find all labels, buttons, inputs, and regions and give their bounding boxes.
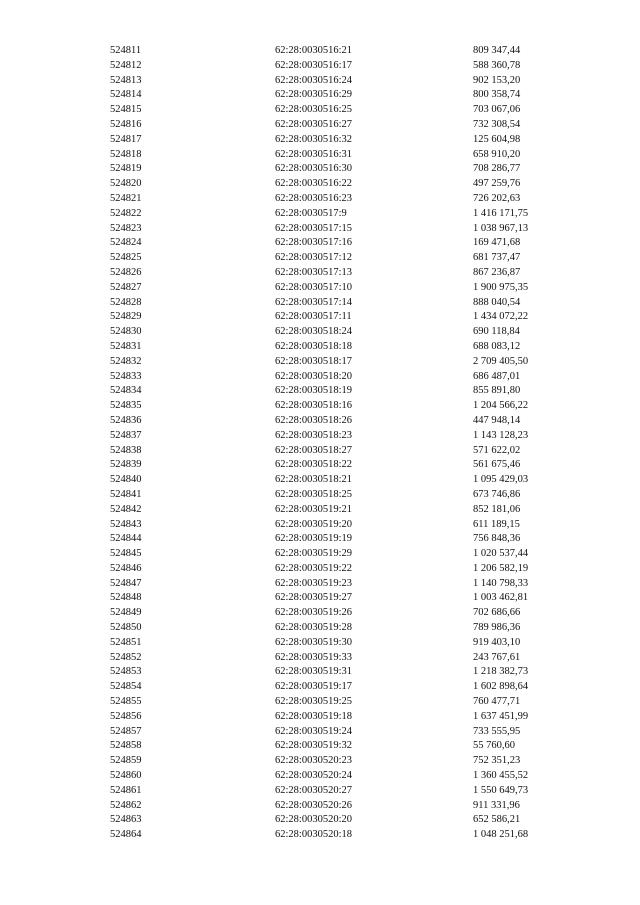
cadastral-number: 62:28:0030517:13 bbox=[275, 266, 353, 278]
row-number: 524829 bbox=[110, 311, 142, 323]
cadastral-value: 611 189,15 bbox=[473, 518, 520, 530]
cadastral-value: 756 848,36 bbox=[473, 533, 521, 545]
table-row bbox=[110, 577, 593, 592]
cadastral-value: 658 910,20 bbox=[473, 148, 521, 160]
table-row bbox=[110, 310, 593, 325]
cadastral-number: 62:28:0030516:31 bbox=[275, 148, 353, 160]
row-number: 524858 bbox=[110, 740, 142, 752]
table-row bbox=[110, 828, 593, 843]
cadastral-number: 62:28:0030519:24 bbox=[275, 725, 353, 737]
cadastral-number: 62:28:0030518:25 bbox=[275, 488, 353, 500]
cadastral-value: 852 181,06 bbox=[473, 503, 521, 515]
cadastral-number: 62:28:0030518:24 bbox=[275, 326, 353, 338]
table-row bbox=[110, 503, 593, 518]
row-number: 524860 bbox=[110, 770, 142, 782]
cadastral-value: 800 358,74 bbox=[473, 89, 521, 101]
table-row bbox=[110, 74, 593, 89]
cadastral-number: 62:28:0030517:10 bbox=[275, 281, 353, 293]
cadastral-number: 62:28:0030520:27 bbox=[275, 784, 353, 796]
row-number: 524852 bbox=[110, 651, 142, 663]
cadastral-value: 703 067,06 bbox=[473, 104, 521, 116]
cadastral-number: 62:28:0030516:32 bbox=[275, 133, 353, 145]
cadastral-value: 1 038 967,13 bbox=[473, 222, 529, 234]
cadastral-value: 1 434 072,22 bbox=[473, 311, 529, 323]
cadastral-value: 497 259,76 bbox=[473, 178, 521, 190]
table-row bbox=[110, 296, 593, 311]
table-row bbox=[110, 651, 593, 666]
cadastral-number: 62:28:0030517:14 bbox=[275, 296, 353, 308]
cadastral-value: 588 360,78 bbox=[473, 59, 521, 71]
table-row bbox=[110, 162, 593, 177]
cadastral-number: 62:28:0030519:22 bbox=[275, 562, 353, 574]
table-row bbox=[110, 59, 593, 74]
row-number: 524835 bbox=[110, 400, 142, 412]
table-row bbox=[110, 251, 593, 266]
cadastral-value: 1 900 975,35 bbox=[473, 281, 529, 293]
table-row bbox=[110, 414, 593, 429]
row-number: 524864 bbox=[110, 829, 142, 841]
cadastral-value: 752 351,23 bbox=[473, 755, 521, 767]
table-row bbox=[110, 133, 593, 148]
row-number: 524817 bbox=[110, 133, 142, 145]
cadastral-number: 62:28:0030519:23 bbox=[275, 577, 353, 589]
cadastral-number: 62:28:0030520:18 bbox=[275, 829, 353, 841]
row-number: 524840 bbox=[110, 474, 142, 486]
table-row bbox=[110, 458, 593, 473]
cadastral-value: 1 095 429,03 bbox=[473, 474, 529, 486]
row-number: 524845 bbox=[110, 548, 142, 560]
cadastral-value: 902 153,20 bbox=[473, 74, 521, 86]
row-number: 524821 bbox=[110, 192, 142, 204]
row-number: 524853 bbox=[110, 666, 142, 678]
table-row bbox=[110, 325, 593, 340]
cadastral-value: 760 477,71 bbox=[473, 696, 521, 708]
cadastral-value: 1 143 128,23 bbox=[473, 429, 529, 441]
cadastral-value: 55 760,60 bbox=[473, 740, 515, 752]
row-number: 524848 bbox=[110, 592, 142, 604]
cadastral-number: 62:28:0030519:21 bbox=[275, 503, 353, 515]
table-row bbox=[110, 177, 593, 192]
cadastral-number: 62:28:0030517:11 bbox=[275, 311, 352, 323]
cadastral-value: 2 709 405,50 bbox=[473, 355, 529, 367]
cadastral-number: 62:28:0030517:9 bbox=[275, 207, 347, 219]
cadastral-value: 673 746,86 bbox=[473, 488, 521, 500]
table-row bbox=[110, 606, 593, 621]
cadastral-number: 62:28:0030518:23 bbox=[275, 429, 353, 441]
cadastral-value: 1 416 171,75 bbox=[473, 207, 529, 219]
cadastral-value: 690 118,84 bbox=[473, 326, 520, 338]
row-number: 524841 bbox=[110, 488, 142, 500]
cadastral-number: 62:28:0030517:12 bbox=[275, 252, 353, 264]
row-number: 524847 bbox=[110, 577, 142, 589]
table-row bbox=[110, 103, 593, 118]
cadastral-number: 62:28:0030519:19 bbox=[275, 533, 353, 545]
cadastral-value: 1 550 649,73 bbox=[473, 784, 529, 796]
row-number: 524820 bbox=[110, 178, 142, 190]
cadastral-value: 1 637 451,99 bbox=[473, 710, 529, 722]
cadastral-value: 1 003 462,81 bbox=[473, 592, 529, 604]
row-number: 524843 bbox=[110, 518, 142, 530]
table-row bbox=[110, 680, 593, 695]
cadastral-number: 62:28:0030519:31 bbox=[275, 666, 353, 678]
row-number: 524838 bbox=[110, 444, 142, 456]
cadastral-value: 1 020 537,44 bbox=[473, 548, 529, 560]
table-row bbox=[110, 784, 593, 799]
cadastral-number: 62:28:0030516:30 bbox=[275, 163, 353, 175]
row-number: 524856 bbox=[110, 710, 142, 722]
cadastral-value: 809 347,44 bbox=[473, 45, 521, 56]
cadastral-number: 62:28:0030520:23 bbox=[275, 755, 353, 767]
cadastral-number: 62:28:0030518:18 bbox=[275, 340, 353, 352]
table-row bbox=[110, 769, 593, 784]
cadastral-value: 919 403,10 bbox=[473, 636, 521, 648]
cadastral-value: 169 471,68 bbox=[473, 237, 521, 249]
row-number: 524825 bbox=[110, 252, 142, 264]
row-number: 524826 bbox=[110, 266, 142, 278]
cadastral-number: 62:28:0030516:25 bbox=[275, 104, 353, 116]
cadastral-value: 243 767,61 bbox=[473, 651, 521, 663]
table-row bbox=[110, 799, 593, 814]
row-number: 524846 bbox=[110, 562, 142, 574]
table-row bbox=[110, 813, 593, 828]
cadastral-value-table bbox=[110, 44, 593, 843]
row-number: 524830 bbox=[110, 326, 142, 338]
cadastral-number: 62:28:0030519:33 bbox=[275, 651, 353, 663]
table-row bbox=[110, 355, 593, 370]
cadastral-number: 62:28:0030518:19 bbox=[275, 385, 353, 397]
row-number: 524827 bbox=[110, 281, 142, 293]
cadastral-number: 62:28:0030519:32 bbox=[275, 740, 353, 752]
cadastral-number: 62:28:0030516:23 bbox=[275, 192, 353, 204]
cadastral-number: 62:28:0030516:24 bbox=[275, 74, 353, 86]
cadastral-number: 62:28:0030516:22 bbox=[275, 178, 353, 190]
cadastral-number: 62:28:0030518:27 bbox=[275, 444, 353, 456]
table-row bbox=[110, 266, 593, 281]
cadastral-value: 561 675,46 bbox=[473, 459, 521, 471]
row-number: 524861 bbox=[110, 784, 142, 796]
cadastral-value: 1 048 251,68 bbox=[473, 829, 529, 841]
cadastral-number: 62:28:0030520:20 bbox=[275, 814, 353, 826]
cadastral-value: 732 308,54 bbox=[473, 118, 521, 130]
cadastral-number: 62:28:0030519:28 bbox=[275, 622, 353, 634]
table-row bbox=[110, 429, 593, 444]
cadastral-value: 702 686,66 bbox=[473, 607, 521, 619]
cadastral-number: 62:28:0030518:21 bbox=[275, 474, 353, 486]
cadastral-value: 708 286,77 bbox=[473, 163, 521, 175]
table-row bbox=[110, 665, 593, 680]
row-number: 524816 bbox=[110, 118, 142, 130]
table-row bbox=[110, 370, 593, 385]
cadastral-value: 1 218 382,73 bbox=[473, 666, 529, 678]
table-row bbox=[110, 236, 593, 251]
row-number: 524831 bbox=[110, 340, 142, 352]
cadastral-number: 62:28:0030518:16 bbox=[275, 400, 353, 412]
row-number: 524834 bbox=[110, 385, 142, 397]
cadastral-value: 911 331,96 bbox=[473, 799, 520, 811]
cadastral-number: 62:28:0030516:21 bbox=[275, 45, 353, 56]
table-row bbox=[110, 636, 593, 651]
table-row bbox=[110, 725, 593, 740]
cadastral-value: 1 360 455,52 bbox=[473, 770, 529, 782]
row-number: 524811 bbox=[110, 45, 142, 56]
cadastral-value: 571 622,02 bbox=[473, 444, 521, 456]
table-row bbox=[110, 547, 593, 562]
cadastral-number: 62:28:0030516:27 bbox=[275, 118, 353, 130]
table-row bbox=[110, 562, 593, 577]
cadastral-number: 62:28:0030518:22 bbox=[275, 459, 353, 471]
cadastral-value: 447 948,14 bbox=[473, 414, 521, 426]
row-number: 524863 bbox=[110, 814, 142, 826]
cadastral-number: 62:28:0030519:30 bbox=[275, 636, 353, 648]
cadastral-number: 62:28:0030518:26 bbox=[275, 414, 353, 426]
table-row bbox=[110, 340, 593, 355]
cadastral-value: 686 487,01 bbox=[473, 370, 521, 382]
row-number: 524822 bbox=[110, 207, 142, 219]
row-number: 524839 bbox=[110, 459, 142, 471]
cadastral-value: 867 236,87 bbox=[473, 266, 521, 278]
cadastral-number: 62:28:0030519:25 bbox=[275, 696, 353, 708]
table-row bbox=[110, 222, 593, 237]
table-row bbox=[110, 473, 593, 488]
cadastral-number: 62:28:0030520:24 bbox=[275, 770, 353, 782]
table-row bbox=[110, 695, 593, 710]
row-number: 524855 bbox=[110, 696, 142, 708]
table-row bbox=[110, 591, 593, 606]
row-number: 524862 bbox=[110, 799, 142, 811]
row-number: 524859 bbox=[110, 755, 142, 767]
row-number: 524812 bbox=[110, 59, 142, 71]
cadastral-value: 888 040,54 bbox=[473, 296, 521, 308]
table-row bbox=[110, 444, 593, 459]
table-row bbox=[110, 488, 593, 503]
cadastral-value: 1 602 898,64 bbox=[473, 681, 529, 693]
cadastral-value: 1 140 798,33 bbox=[473, 577, 529, 589]
cadastral-value: 125 604,98 bbox=[473, 133, 521, 145]
cadastral-number: 62:28:0030518:17 bbox=[275, 355, 353, 367]
row-number: 524824 bbox=[110, 237, 142, 249]
table-row bbox=[110, 384, 593, 399]
cadastral-number: 62:28:0030519:17 bbox=[275, 681, 353, 693]
cadastral-number: 62:28:0030518:20 bbox=[275, 370, 353, 382]
row-number: 524823 bbox=[110, 222, 142, 234]
cadastral-value: 652 586,21 bbox=[473, 814, 521, 826]
table-body bbox=[110, 44, 593, 843]
cadastral-number: 62:28:0030517:15 bbox=[275, 222, 353, 234]
row-number: 524828 bbox=[110, 296, 142, 308]
row-number: 524813 bbox=[110, 74, 142, 86]
row-number: 524857 bbox=[110, 725, 142, 737]
row-number: 524815 bbox=[110, 104, 142, 116]
table-row bbox=[110, 118, 593, 133]
cadastral-number: 62:28:0030519:26 bbox=[275, 607, 353, 619]
cadastral-number: 62:28:0030520:26 bbox=[275, 799, 353, 811]
table-row bbox=[110, 710, 593, 725]
row-number: 524851 bbox=[110, 636, 142, 648]
table-row bbox=[110, 44, 593, 59]
row-number: 524836 bbox=[110, 414, 142, 426]
row-number: 524849 bbox=[110, 607, 142, 619]
row-number: 524850 bbox=[110, 622, 142, 634]
row-number: 524837 bbox=[110, 429, 142, 441]
table-row bbox=[110, 532, 593, 547]
cadastral-number: 62:28:0030519:20 bbox=[275, 518, 353, 530]
cadastral-number: 62:28:0030519:29 bbox=[275, 548, 353, 560]
table-row bbox=[110, 148, 593, 163]
row-number: 524818 bbox=[110, 148, 142, 160]
table-row bbox=[110, 518, 593, 533]
cadastral-number: 62:28:0030516:29 bbox=[275, 89, 353, 101]
table-row bbox=[110, 207, 593, 222]
cadastral-value: 789 986,36 bbox=[473, 622, 521, 634]
cadastral-number: 62:28:0030519:18 bbox=[275, 710, 353, 722]
row-number: 524814 bbox=[110, 89, 142, 101]
row-number: 524854 bbox=[110, 681, 142, 693]
cadastral-value: 726 202,63 bbox=[473, 192, 521, 204]
row-number: 524832 bbox=[110, 355, 142, 367]
cadastral-number: 62:28:0030517:16 bbox=[275, 237, 353, 249]
cadastral-value: 1 204 566,22 bbox=[473, 400, 529, 412]
cadastral-value: 1 206 582,19 bbox=[473, 562, 529, 574]
table-row bbox=[110, 739, 593, 754]
cadastral-value: 688 083,12 bbox=[473, 340, 521, 352]
row-number: 524819 bbox=[110, 163, 142, 175]
table-row bbox=[110, 399, 593, 414]
table-row bbox=[110, 88, 593, 103]
table-row bbox=[110, 754, 593, 769]
cadastral-value: 855 891,80 bbox=[473, 385, 521, 397]
cadastral-value: 733 555,95 bbox=[473, 725, 521, 737]
row-number: 524842 bbox=[110, 503, 142, 515]
row-number: 524844 bbox=[110, 533, 142, 545]
table-row bbox=[110, 192, 593, 207]
cadastral-number: 62:28:0030519:27 bbox=[275, 592, 353, 604]
cadastral-value: 681 737,47 bbox=[473, 252, 521, 264]
cadastral-number: 62:28:0030516:17 bbox=[275, 59, 353, 71]
row-number: 524833 bbox=[110, 370, 142, 382]
table-row bbox=[110, 281, 593, 296]
table-row bbox=[110, 621, 593, 636]
